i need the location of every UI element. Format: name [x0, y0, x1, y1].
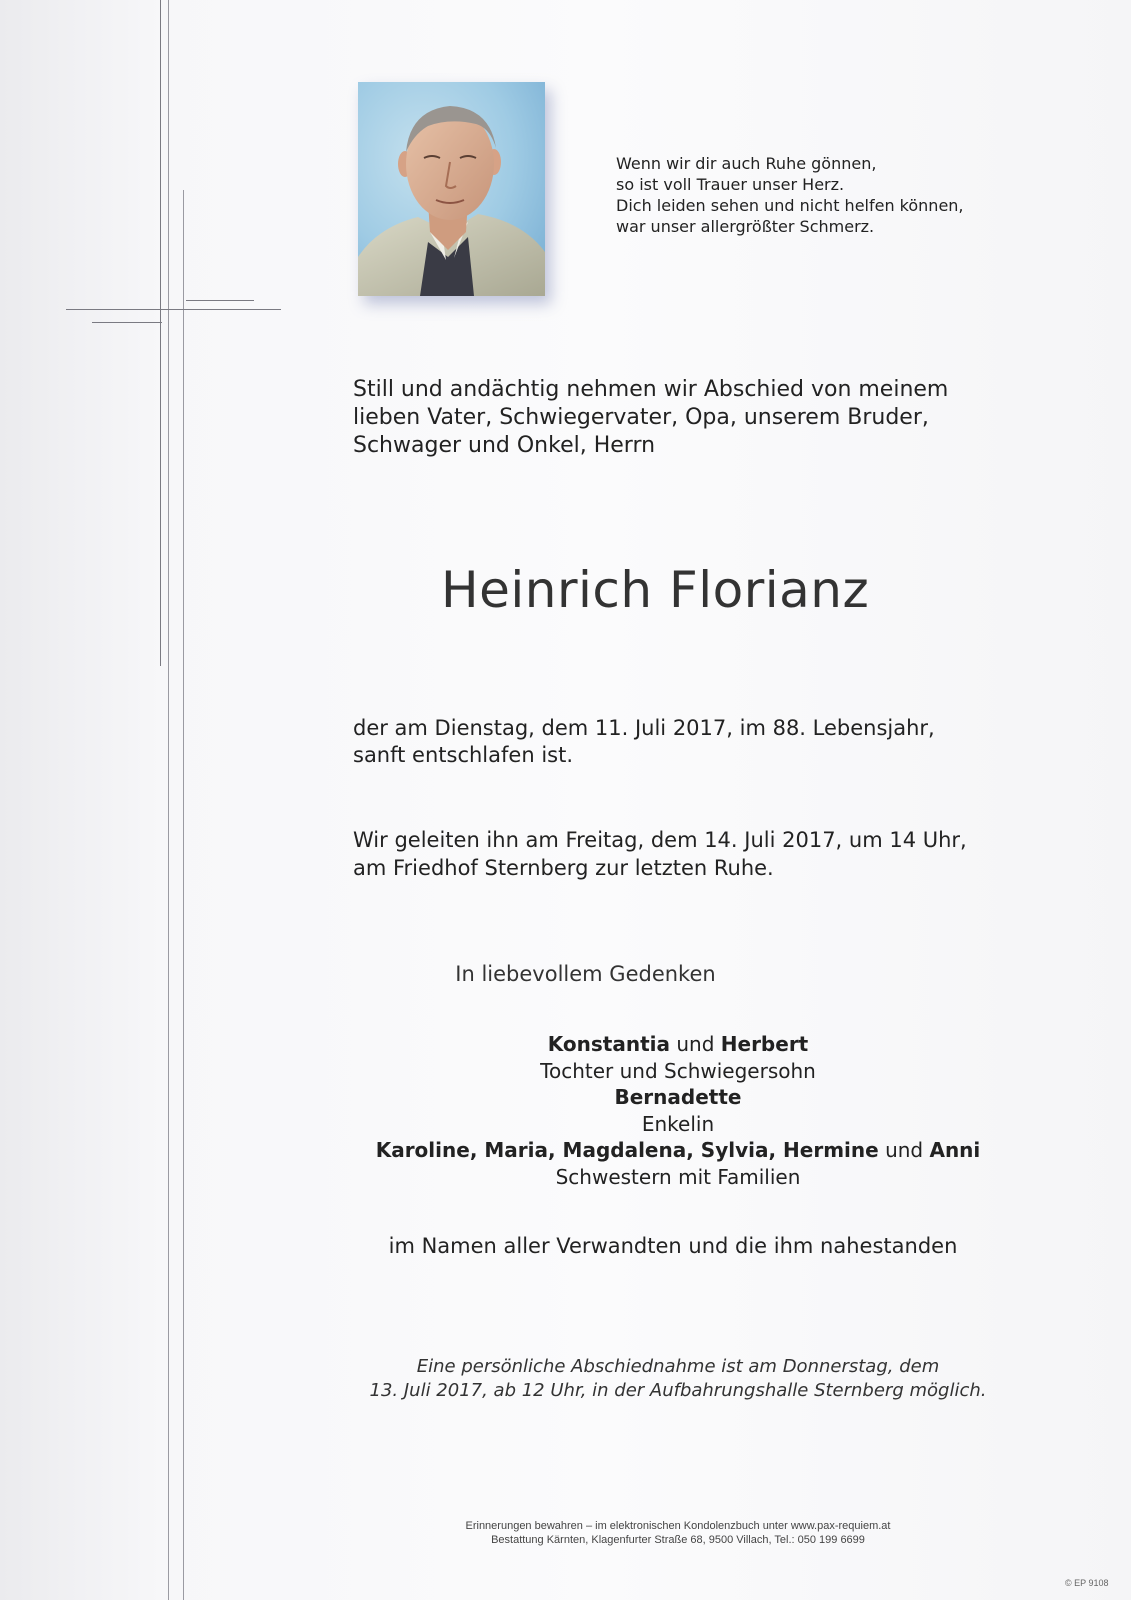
death-notice	[353, 715, 935, 769]
viewing-notice-line: 13. Juli 2017, ab 12 Uhr, in der Aufbahrungshalle Sternberg möglich.	[369, 1380, 987, 1401]
mourner-line	[353, 1137, 1003, 1164]
relation-label: Tochter und Schwiegersohn	[540, 1058, 816, 1083]
poem-text	[616, 153, 964, 237]
mourner-name: Konstantia	[547, 1032, 670, 1056]
cross-vertical-line-outer	[168, 0, 169, 1600]
mourner-line	[353, 1084, 1003, 1111]
intro-text	[353, 376, 948, 460]
poem-line: Wenn wir dir auch Ruhe gönnen,	[616, 154, 877, 173]
intro-line: lieben Vater, Schwiegervater, Opa, unserem Bruder,	[353, 405, 929, 430]
poem-line: war unser allergrößter Schmerz.	[616, 217, 875, 236]
mourner-name: Herbert	[720, 1032, 809, 1056]
mourner-line	[353, 1031, 1003, 1058]
cross-horizontal-line	[66, 309, 281, 310]
cross-vertical-line-inner	[183, 190, 184, 1600]
funeral-notice-line: Wir geleiten ihn am Freitag, dem 14. Juli 2017, um 14 Uhr,	[353, 828, 967, 852]
footer	[353, 1519, 1003, 1547]
viewing-notice	[353, 1355, 1003, 1403]
funeral-notice	[353, 826, 967, 882]
viewing-notice-line: Eine persönliche Abschiednahme ist am Donnerstag, dem	[416, 1356, 940, 1377]
poem-line: Dich leiden sehen und nicht helfen können,	[616, 196, 964, 215]
conjunction: und	[885, 1138, 924, 1162]
portrait-photo	[358, 82, 545, 296]
mourner-name: Bernadette	[614, 1085, 742, 1109]
deceased-name: Heinrich Florianz	[441, 561, 870, 619]
footer-line: Erinnerungen bewahren – im elektronischen Kondolenzbuch unter www.pax-requiem.at	[465, 1520, 891, 1532]
relation-label: Enkelin	[641, 1111, 715, 1136]
intro-line: Schwager und Onkel, Herrn	[353, 433, 656, 458]
relatives-line: im Namen aller Verwandten und die ihm nahestanden	[388, 1234, 958, 1258]
mourner-name: Anni	[929, 1138, 981, 1162]
funeral-notice-line: am Friedhof Sternberg zur letzten Ruhe.	[353, 856, 774, 880]
mourner-name: Karoline, Maria, Magdalena, Sylvia, Hermine	[375, 1138, 879, 1162]
cross-vertical-line	[160, 0, 161, 666]
relation-label: Schwestern mit Familien	[555, 1164, 801, 1189]
intro-line: Still und andächtig nehmen wir Abschied von meinem	[353, 377, 949, 402]
cross-horizontal-line-upper	[186, 300, 254, 301]
print-code: © EP 9108	[1065, 1578, 1109, 1588]
footer-line: Bestattung Kärnten, Klagenfurter Straße 68, 9500 Villach, Tel.: 050 199 6699	[491, 1534, 865, 1546]
cross-horizontal-line-lower	[92, 322, 162, 323]
poem-line: so ist voll Trauer unser Herz.	[616, 175, 845, 194]
memory-line: In liebevollem Gedenken	[455, 962, 716, 986]
death-notice-line: der am Dienstag, dem 11. Juli 2017, im 88. Lebensjahr,	[353, 716, 935, 740]
death-notice-line: sanft entschlafen ist.	[353, 743, 573, 767]
mourners-list	[353, 1031, 1003, 1190]
conjunction: und	[676, 1032, 715, 1056]
